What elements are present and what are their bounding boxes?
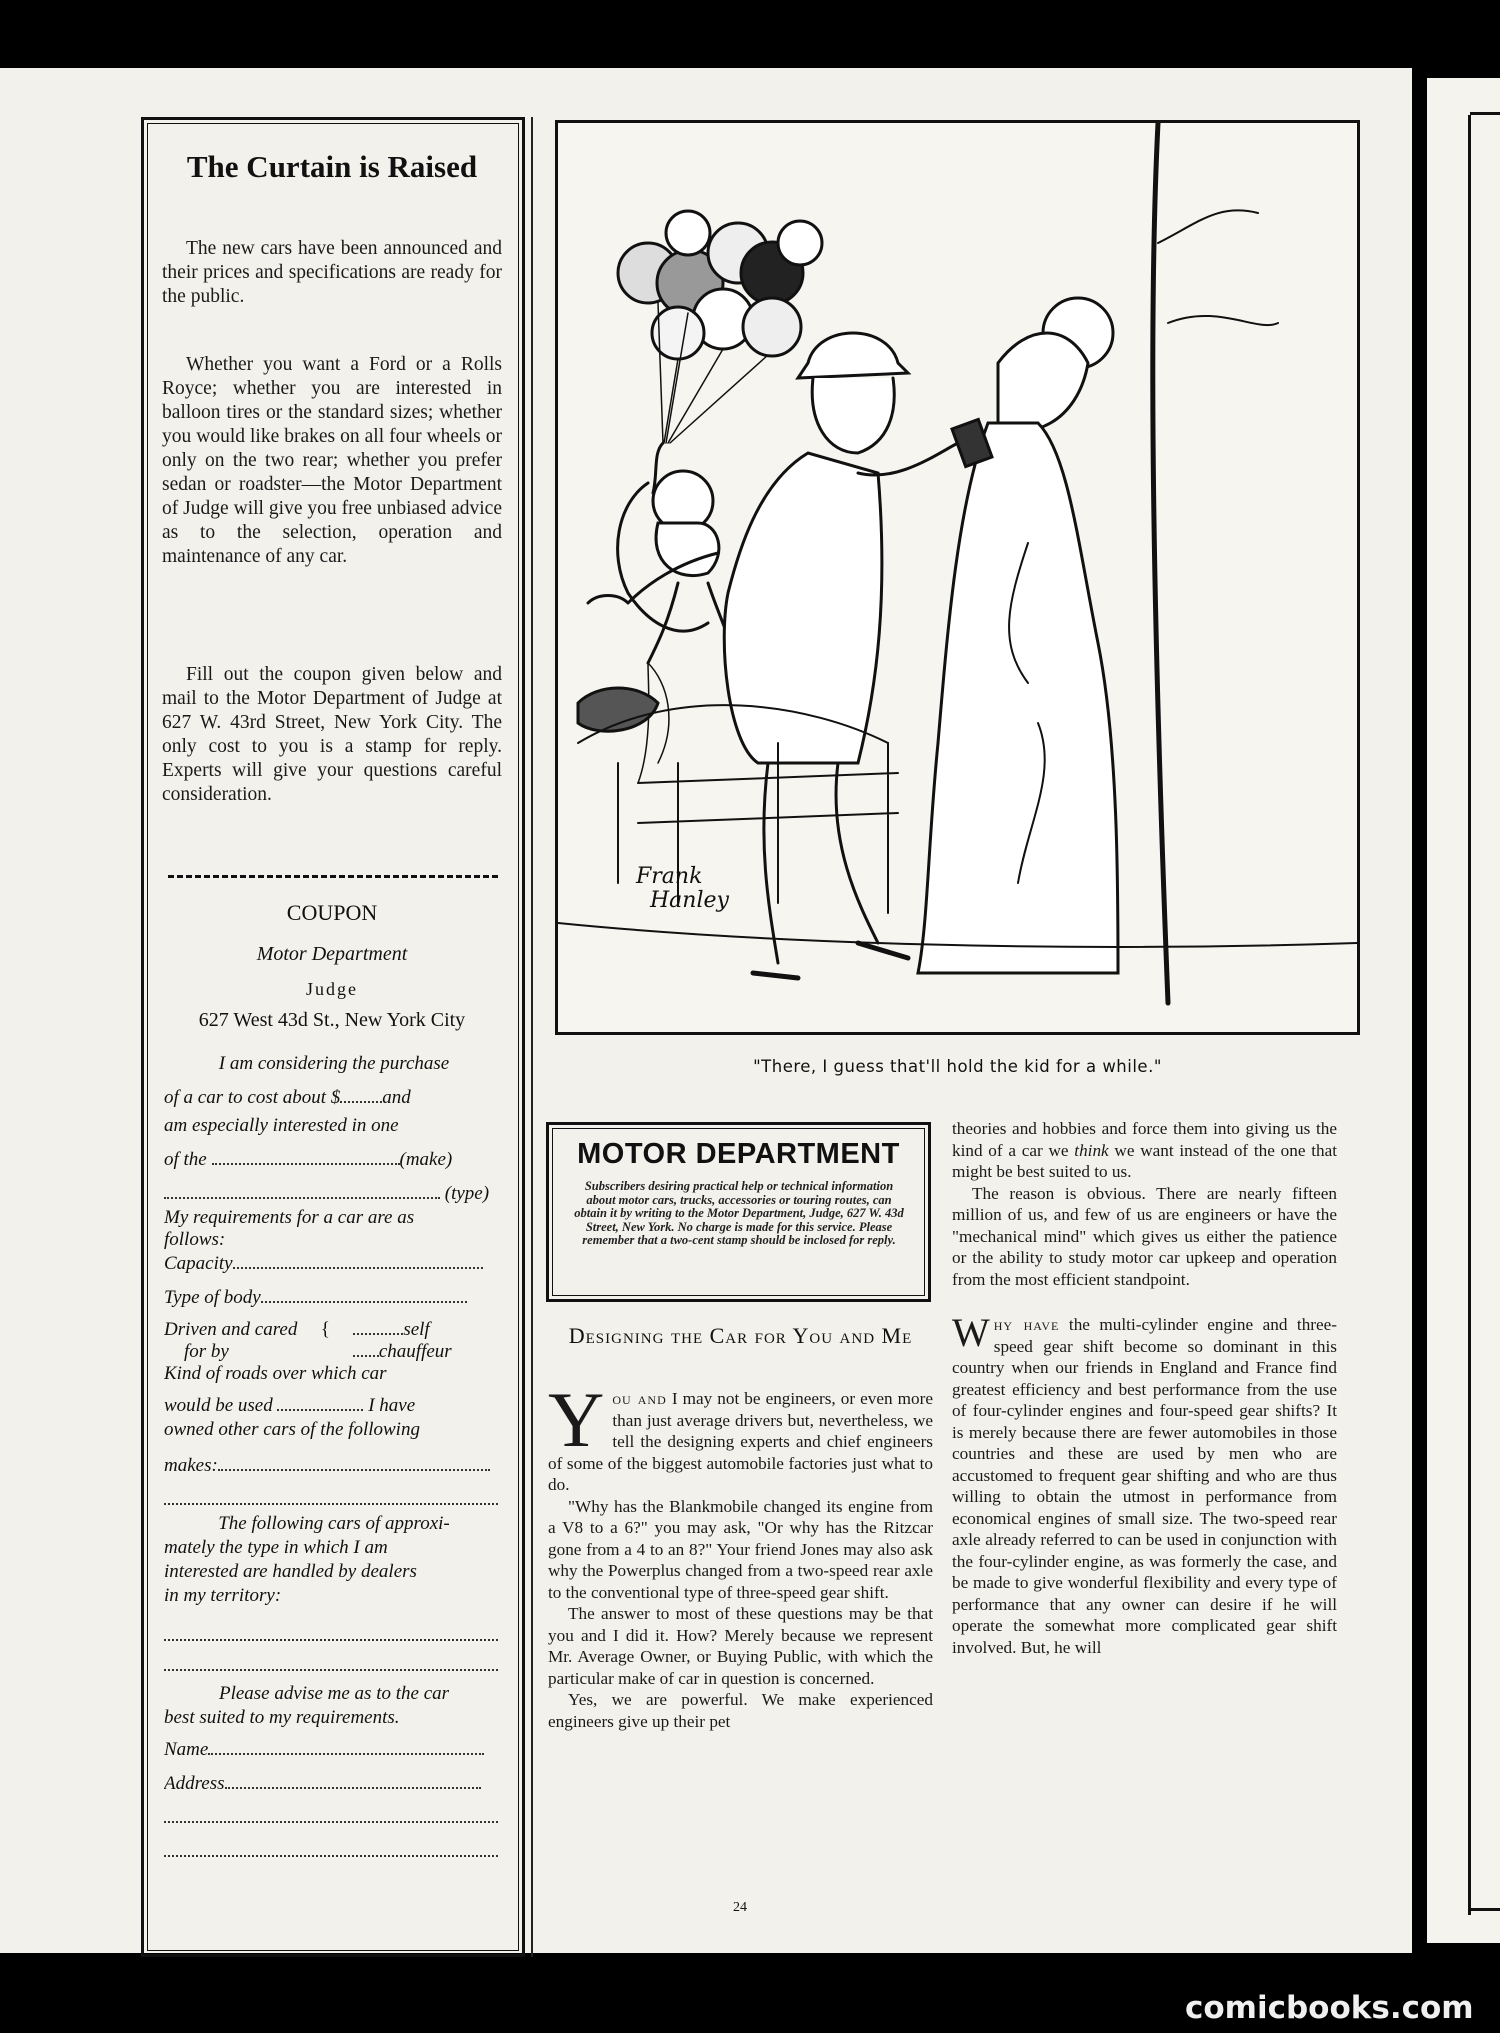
coupon-line bbox=[164, 1394, 504, 1418]
artist-signature: Frank bbox=[636, 864, 703, 889]
article-column-2 bbox=[952, 1118, 1337, 1658]
coupon-blank-roads[interactable] bbox=[277, 1409, 363, 1411]
coupon-line: mately the type in which I am bbox=[164, 1537, 388, 1558]
article-smallcaps: ou and bbox=[612, 1389, 667, 1408]
coupon-line: follows: bbox=[164, 1229, 226, 1250]
coupon-line: I am considering the purchase bbox=[218, 1053, 450, 1074]
coupon-blank-body[interactable] bbox=[261, 1301, 467, 1303]
coupon-line bbox=[164, 1148, 504, 1172]
coupon-line bbox=[164, 1182, 504, 1206]
coupon-line bbox=[164, 1286, 504, 1310]
article-column-1 bbox=[548, 1376, 933, 1732]
sidebar-paragraph: Fill out the coupon given below and mail to the Motor Department of Judge at 627 W. 43rd Street, New York City. The only cost to you is a stamp for reply. Experts will give your questions careful consideration. bbox=[162, 664, 502, 805]
coupon-line: in my territory: bbox=[164, 1585, 282, 1606]
coupon-blank-self[interactable] bbox=[353, 1333, 403, 1335]
facing-page bbox=[1427, 78, 1500, 1943]
coupon-line: The following cars of approxi- bbox=[218, 1513, 450, 1534]
article-paragraph: The answer to most of these questions may be that you and I did it. How? Merely because we represent Mr. Average Owner, or Buying Public, with which the particular make of car in question is concerned. bbox=[548, 1604, 933, 1688]
coupon-judge: Judge bbox=[306, 979, 358, 999]
coupon-line: Driven and cared { self bbox=[164, 1319, 430, 1340]
page-number: 24 bbox=[733, 1900, 747, 1915]
cartoon-caption: "There, I guess that'll hold the kid for a while." bbox=[753, 1057, 1162, 1076]
coupon-line bbox=[164, 1624, 504, 1648]
coupon-line-text: Name bbox=[164, 1739, 209, 1760]
coupon-line-text: for by bbox=[184, 1341, 229, 1362]
coupon-blank-make[interactable] bbox=[212, 1163, 400, 1165]
article-paragraph bbox=[548, 1376, 933, 1496]
coupon-line: My requirements for a car are as bbox=[164, 1207, 415, 1228]
coupon-line-text: and bbox=[382, 1087, 411, 1108]
coupon-line bbox=[164, 1488, 504, 1512]
facing-page-rule bbox=[1470, 112, 1500, 115]
name-field[interactable] bbox=[208, 1753, 484, 1755]
coupon-line: owned other cars of the following bbox=[164, 1419, 420, 1440]
coupon-line: Please advise me as to the car bbox=[218, 1683, 450, 1704]
coupon-line: am especially interested in one bbox=[164, 1115, 399, 1136]
coupon-line-text: would be used bbox=[164, 1395, 273, 1416]
child-figure bbox=[618, 443, 733, 783]
coupon-line: Kind of roads over which car bbox=[164, 1363, 387, 1384]
address-field[interactable] bbox=[225, 1787, 481, 1789]
coupon-line bbox=[164, 1086, 504, 1110]
coupon-line-text: chauffeur bbox=[378, 1341, 452, 1362]
coupon-line-text: makes: bbox=[164, 1455, 218, 1476]
artist-signature: Hanley bbox=[650, 888, 729, 913]
coupon-line: best suited to my requirements. bbox=[164, 1707, 400, 1728]
balloons bbox=[618, 211, 822, 443]
article-text: we want instead of the one that might be best suited to us. bbox=[952, 1140, 1337, 1181]
article-paragraph bbox=[952, 1310, 1337, 1658]
article-text: the multi-cylinder engine and three-speed gear shift become so dominant in this country when our friends in England and France find greatest efficiency and best performance from the use of four-cylinder engines and four-speed gear shifts? It is merely because there are fewer automobiles in those countries and these are used by men who are accustomed to frequent gear shifting and who are thus willing to obtain the utmost in performance from economical engines of small size. The two-speed rear axle already referred to can be used in conjunction with the four-cylinder engine, as was formerly the case, and be made to give wonderful flexibility and every type of performance that any owner can desire if he will operate the somewhat more complicated gear shift involved. But, he will bbox=[952, 1315, 1337, 1657]
article-text: theories and hobbies and force them into giving us the kind of a car we bbox=[952, 1119, 1337, 1160]
sidebar-title: The Curtain is Raised bbox=[186, 149, 478, 184]
coupon-address: 627 West 43d St., New York City bbox=[198, 1009, 466, 1031]
coupon-line bbox=[164, 1340, 504, 1364]
cartoon-illustration bbox=[558, 123, 1357, 1032]
coupon-blank-capacity[interactable] bbox=[233, 1267, 483, 1269]
drop-cap: W bbox=[952, 1310, 990, 1355]
coupon-line-text: of a car to cost about $ bbox=[164, 1087, 341, 1108]
coupon-line-text: self bbox=[403, 1319, 430, 1340]
coupon-line: interested are handled by dealers bbox=[164, 1561, 417, 1582]
article-paragraph bbox=[952, 1118, 1337, 1183]
coupon-line-text: of the bbox=[164, 1149, 207, 1170]
article-title: Designing the Car for You and Me bbox=[568, 1323, 913, 1348]
coupon-line-text: Address bbox=[164, 1773, 225, 1794]
article-text: I may not be engineers, or even more than just average drivers but, nevertheless, we tell the designing experts and chief engineers of some of the biggest automobile factories just what to do. bbox=[548, 1389, 933, 1494]
coupon-line bbox=[164, 1454, 504, 1478]
sidebar-paragraph: The new cars have been announced and their prices and specifications are ready for the public. bbox=[162, 238, 502, 307]
article-emphasis: think bbox=[1074, 1140, 1109, 1160]
coupon-line bbox=[164, 1840, 504, 1864]
address-field-3[interactable] bbox=[164, 1855, 498, 1857]
article-paragraph: Yes, we are powerful. We make experienced engineers give up their pet bbox=[548, 1690, 933, 1731]
coupon-line-text: Type of body bbox=[164, 1287, 261, 1308]
article-paragraph: "Why has the Blankmobile changed its engine from a V8 to a 6?" you may ask, "Or why has the Ritzcar gone from a 4 to an 8?" Your friend Jones may also ask why the Powerplus changed from a two-speed rear axle to the conventional type of three-speed gear shift. bbox=[548, 1496, 933, 1602]
coupon-blank-type[interactable] bbox=[164, 1197, 440, 1199]
woman-figure bbox=[918, 298, 1118, 973]
coupon-line bbox=[164, 1806, 504, 1830]
drop-cap: Y bbox=[548, 1376, 605, 1463]
coupon-blank-chauffeur[interactable] bbox=[353, 1355, 379, 1357]
article-paragraph: The reason is obvious. There are nearly fifteen million of us, and few of us are engineers or have the "mechanical mind" which gives us either the patience or the ability to study motor car upkeep and operation from the most efficient standpoint. bbox=[952, 1183, 1337, 1289]
watermark: comicbooks.com bbox=[1185, 1990, 1474, 2026]
coupon-line-text: I have bbox=[368, 1395, 416, 1416]
facing-page-border bbox=[1468, 115, 1471, 1915]
coupon-line-text: (make) bbox=[399, 1149, 453, 1170]
coupon-line-text: Capacity bbox=[164, 1253, 233, 1274]
address-field-2[interactable] bbox=[164, 1821, 498, 1823]
coupon-blank-dealers-1[interactable] bbox=[164, 1639, 498, 1641]
facing-page-rule bbox=[1470, 1908, 1500, 1911]
motor-department-title: MOTOR DEPARTMENT bbox=[577, 1138, 900, 1170]
coupon-heading: COUPON bbox=[286, 900, 378, 925]
column-rule bbox=[531, 117, 533, 1957]
coupon-blank-makes-2[interactable] bbox=[164, 1503, 498, 1505]
coupon-blank-makes[interactable] bbox=[218, 1469, 490, 1471]
coupon-line-text: Driven and cared bbox=[164, 1319, 298, 1340]
coupon-line bbox=[164, 1772, 504, 1796]
coupon-line bbox=[164, 1252, 504, 1276]
sidebar-paragraph: Whether you want a Ford or a Rolls Royce; whether you are interested in balloon tires or the standard sizes; whether you would like brakes on all four wheels or only on the two rear; whether you prefer sedan or roadster—the Motor Department of Judge will give you free unbiased advice as to the selection, operation and maintenance of any car. bbox=[162, 354, 502, 567]
coupon-department: Motor Department bbox=[256, 943, 408, 965]
coupon-line bbox=[164, 1654, 504, 1678]
coupon-cut-line bbox=[168, 875, 498, 878]
coupon-blank-dealers-2[interactable] bbox=[164, 1669, 498, 1671]
coupon-blank-cost[interactable] bbox=[340, 1101, 382, 1103]
coupon-line-text: (type) bbox=[444, 1183, 490, 1204]
motor-department-note: Subscribers desiring practical help or technical information about motor cars, trucks, accessories or touring routes, can obtain it by writing to the Motor Department, Judge, 627 W. 43d Street, New York. No charge is made for this service. Please remember that a two-cent stamp should be inclosed for reply. bbox=[574, 1179, 904, 1247]
coupon-line bbox=[164, 1738, 504, 1762]
article-smallcaps: hy have bbox=[993, 1315, 1060, 1334]
